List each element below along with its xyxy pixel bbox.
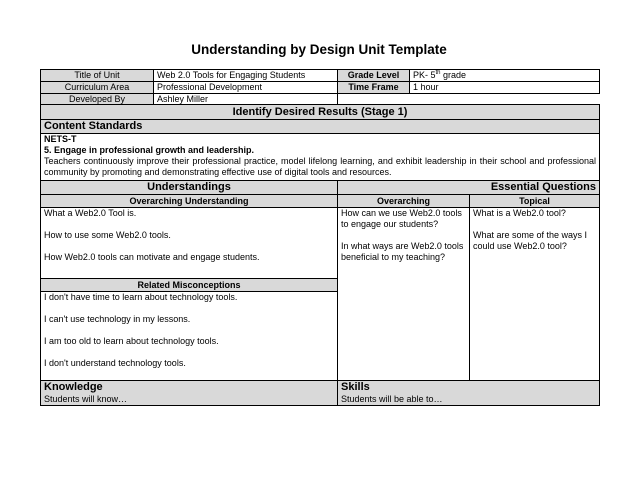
list-item: In what ways are Web2.0 tools beneficial to my teaching? [341,241,464,262]
grade-level-value: PK- 5th grade [410,70,600,82]
skills-cell [338,381,600,406]
topical-questions-heading: Topical [470,195,600,208]
essential-questions-heading: Essential Questions [338,181,600,195]
misconceptions-heading: Related Misconceptions [41,279,338,292]
standard-title: 5. Engage in professional growth and leadership. [44,145,255,155]
skills-heading: Skills [341,381,370,393]
standard-code: NETS-T [44,134,77,144]
title-of-unit-value: Web 2.0 Tools for Engaging Students [154,70,338,82]
understandings-heading: Understandings [41,181,338,195]
list-item: How to use some Web2.0 tools. [44,230,171,240]
unit-info-table [40,69,600,106]
document-title: Understanding by Design Unit Template [191,42,447,57]
curriculum-area-value: Professional Development [154,82,338,94]
grade-level-label: Grade Level [338,70,410,82]
list-item: How Web2.0 tools can motivate and engage students. [44,252,260,262]
title-of-unit-label: Title of Unit [41,70,154,82]
stage1-heading: Identify Desired Results (Stage 1) [41,105,600,120]
stage1-table [40,104,600,406]
overarching-understanding-heading: Overarching Understanding [41,195,338,208]
content-standards-heading: Content Standards [41,120,600,134]
misconceptions-list [41,292,338,381]
list-item: I don't understand technology tools. [44,358,186,368]
developed-by-value: Ashley Miller [154,94,338,106]
content-standards-body [41,134,600,181]
standard-text: Teachers continuously improve their professional practice, model lifelong learning, and exhibit leadership in their school and professional community by promoting and demonstrating effective use of digital tools and resources. [44,156,596,177]
overarching-questions-heading: Overarching [338,195,470,208]
list-item: I am too old to learn about technology tools. [44,336,219,346]
knowledge-cell [41,381,338,406]
knowledge-heading: Knowledge [44,381,103,393]
topical-questions-list [470,208,600,381]
skills-text: Students will be able to… [341,394,443,404]
developed-by-label: Developed By [41,94,154,106]
overarching-questions-list [338,208,470,381]
list-item: What is a Web2.0 tool? [473,208,566,218]
time-frame-value: 1 hour [410,82,600,94]
time-frame-label: Time Frame [338,82,410,94]
knowledge-text: Students will know… [44,394,128,404]
list-item: What are some of the ways I could use Web2.0 tool? [473,230,588,251]
list-item: I can't use technology in my lessons. [44,314,191,324]
curriculum-area-label: Curriculum Area [41,82,154,94]
understandings-list [41,208,338,279]
list-item: How can we use Web2.0 tools to engage our students? [341,208,462,229]
list-item: I don't have time to learn about technology tools. [44,292,238,302]
list-item: What a Web2.0 Tool is. [44,208,137,218]
